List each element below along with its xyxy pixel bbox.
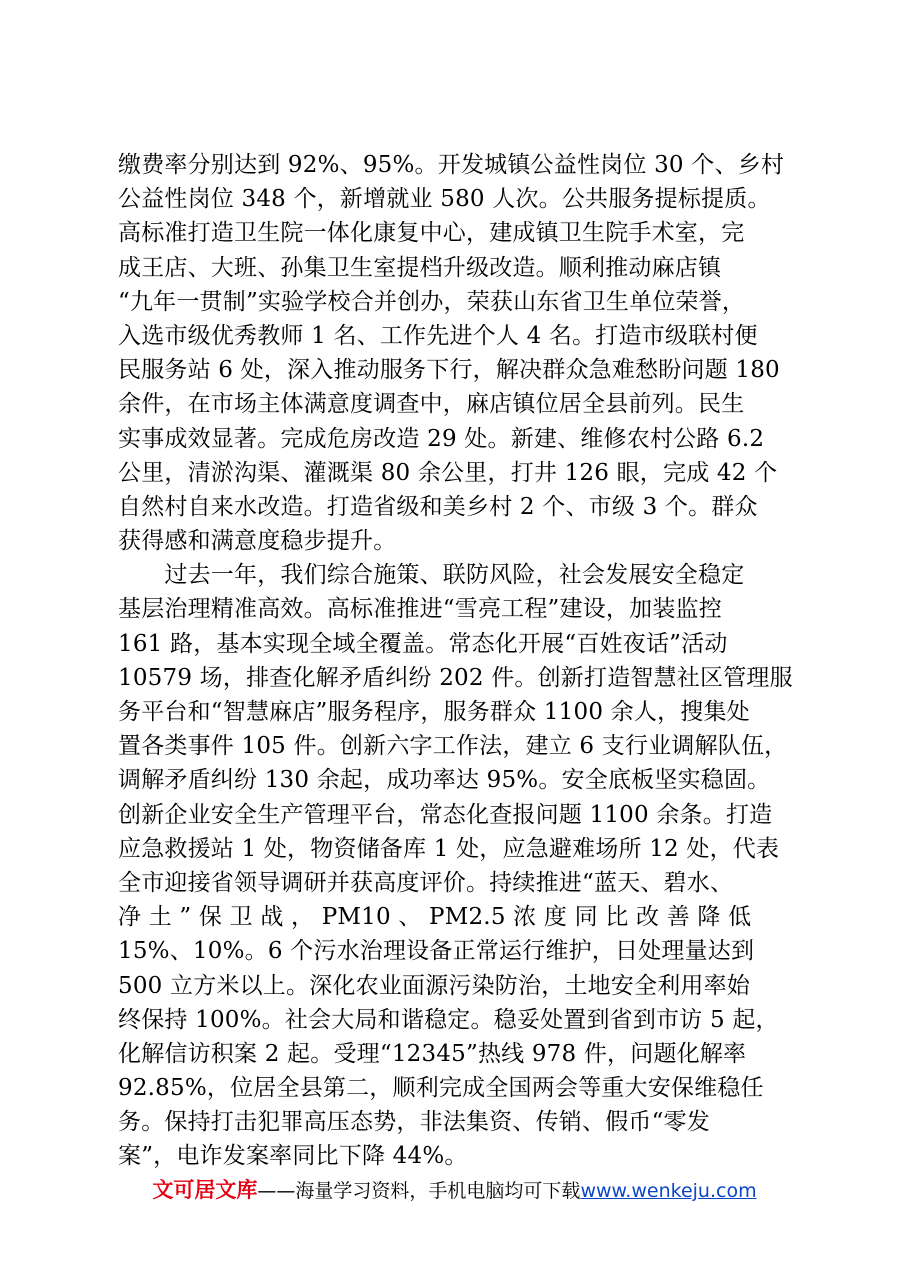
text-line: 基层治理精准高效。高标准推进“雪亮工程”建设，加装监控 xyxy=(118,596,722,623)
brand-name: 文可居文库 xyxy=(152,1178,258,1202)
text-line: 余件，在市场主体满意度调查中，麻店镇位居全县前列。民生 xyxy=(118,391,745,418)
text-line: 500 立方米以上。深化农业面源污染防治，土地安全利用率始 xyxy=(118,972,751,999)
text-line: 公里，清淤沟渠、灌溉渠 80 余公里，打井 126 眼，完成 42 个 xyxy=(118,459,778,486)
text-line: 应急救援站 1 处，物资储备库 1 处，应急避难场所 12 处，代表 xyxy=(118,835,780,862)
text-line: 高标准打造卫生院一体化康复中心，建成镇卫生院手术室，完 xyxy=(118,220,745,247)
website-link[interactable]: www.wenkeju.com xyxy=(580,1180,757,1202)
text-line: 案”，电诈发案率同比下降 44%。 xyxy=(118,1143,468,1170)
text-line: 获得感和满意度稳步提升。 xyxy=(118,528,397,555)
text-line: 161 路，基本实现全域全覆盖。常态化开展“百姓夜话”活动 xyxy=(118,630,728,657)
text-line: 缴费率分别达到 92%、95%。开发城镇公益性岗位 30 个、乡村 xyxy=(118,152,785,178)
text-line: 全市迎接省领导调研并获高度评价。持续推进“蓝天、碧水、 xyxy=(118,869,734,896)
text-line: 10579 场，排查化解矛盾纠纷 202 件。创新打造智慧社区管理服 xyxy=(118,664,793,691)
text-line: 置各类事件 105 件。创新六字工作法，建立 6 支行业调解队伍， xyxy=(118,733,788,760)
text-line: 自然村自来水改造。打造省级和美乡村 2 个、市级 3 个。群众 xyxy=(118,493,758,520)
text-line: 15%、10%。6 个污水治理设备正常运行维护，日处理量达到 xyxy=(118,938,755,965)
text-line: “九年一贯制”实验学校合并创办，荣获山东省卫生单位荣誉， xyxy=(118,288,746,315)
text-line: 净 土 ” 保 卫 战 ， PM10 、 PM2.5 浓 度 同 比 改 善 降 低 xyxy=(118,904,752,931)
text-line: 成王店、大班、孙集卫生室提档升级改造。顺利推动麻店镇 xyxy=(118,254,722,281)
footer-banner xyxy=(0,1178,909,1203)
text-line: 调解矛盾纠纷 130 余起，成功率达 95%。安全底板坚实稳固。 xyxy=(118,767,771,794)
text-line: 创新企业安全生产管理平台，常态化查报问题 1100 余条。打造 xyxy=(118,801,773,828)
body-text xyxy=(118,148,808,1174)
text-line: 务。保持打击犯罪高压态势，非法集资、传销、假币“零发 xyxy=(118,1109,710,1136)
text-line: 入选市级优秀教师 1 名、工作先进个人 4 名。打造市级联村便 xyxy=(118,322,758,349)
text-line: 民服务站 6 处，深入推动服务下行，解决群众急难愁盼问题 180 xyxy=(118,357,780,384)
text-line: 实事成效显著。完成危房改造 29 处。新建、维修农村公路 6.2 xyxy=(118,425,765,452)
footer-slogan: ——海量学习资料，手机电脑均可下载 xyxy=(257,1180,581,1202)
text-line: 务平台和“智慧麻店”服务程序，服务群众 1100 余人，搜集处 xyxy=(118,699,750,725)
text-line: 过去一年，我们综合施策、联防风险，社会发展安全稳定 xyxy=(118,562,745,589)
text-line: 终保持 100%。社会大局和谐稳定。稳妥处置到省到市访 5 起， xyxy=(118,1006,779,1033)
text-line: 公益性岗位 348 个，新增就业 580 人次。公共服务提标提质。 xyxy=(118,186,771,213)
text-line: 化解信访积案 2 起。受理“12345”热线 978 件，问题化解率 xyxy=(118,1040,747,1067)
text-line: 92.85%，位居全县第二，顺利完成全国两会等重大安保维稳任 xyxy=(118,1075,764,1102)
